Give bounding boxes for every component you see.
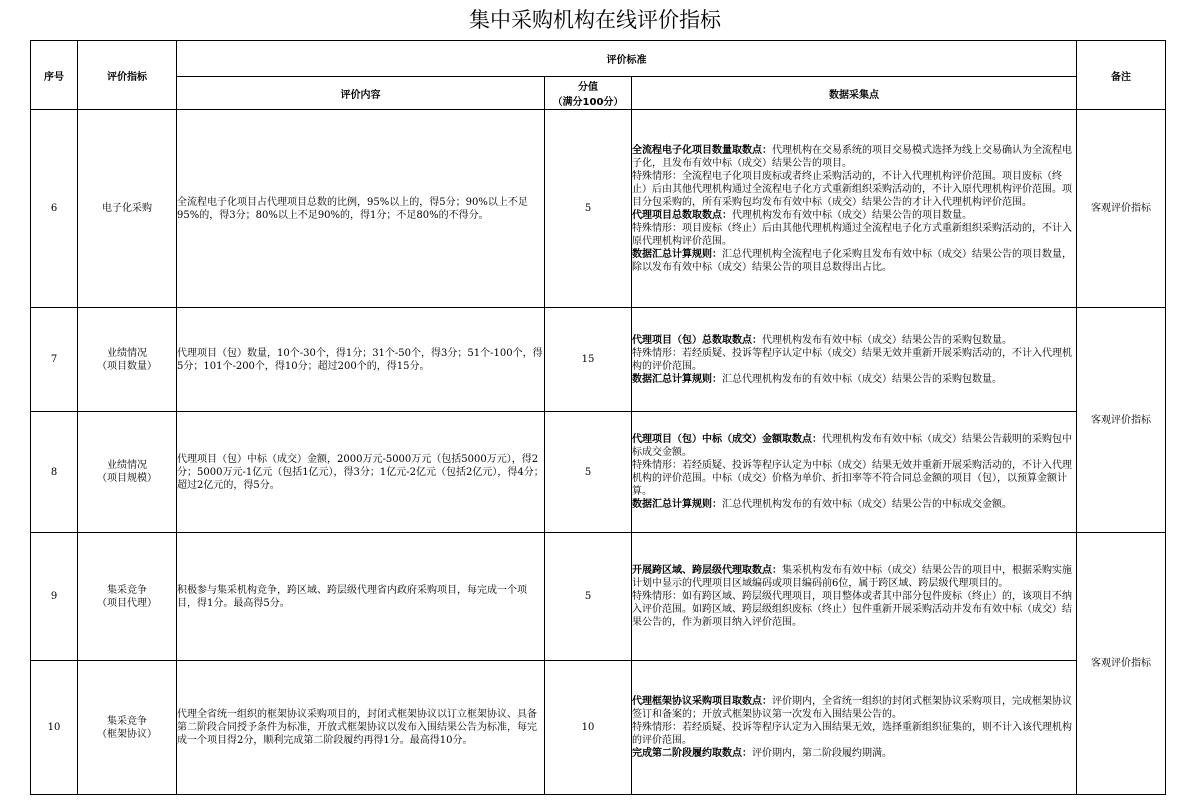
row-no: 8 bbox=[31, 412, 78, 533]
row-no: 10 bbox=[31, 661, 78, 795]
row-remark: 客观评价指标 bbox=[1077, 110, 1166, 308]
note bbox=[632, 459, 1076, 498]
row-remark: 客观评价指标 bbox=[1077, 308, 1166, 533]
note-text: 汇总代理机构发布的有效中标（成交）结果公告的采购包数量。 bbox=[722, 373, 1002, 385]
row-no: 6 bbox=[31, 110, 78, 308]
indicator-line: （框架协议） bbox=[97, 728, 157, 740]
row-notes bbox=[632, 533, 1077, 661]
header-content: 评价内容 bbox=[177, 77, 545, 110]
note-text: 评价期内，第二阶段履约期满。 bbox=[752, 748, 892, 759]
note bbox=[632, 433, 1076, 459]
note bbox=[632, 222, 1076, 248]
row-indicator bbox=[78, 661, 177, 795]
note-key: 数据汇总计算规则： bbox=[632, 248, 722, 260]
row-notes bbox=[632, 661, 1077, 795]
header-score-line2: （满分100分） bbox=[552, 97, 624, 108]
header-indicator: 评价指标 bbox=[78, 41, 177, 110]
indicator-line: 业绩情况 bbox=[107, 460, 147, 471]
indicator-line: 集采竞争 bbox=[107, 584, 147, 596]
header-remark: 备注 bbox=[1077, 41, 1166, 110]
note bbox=[632, 144, 1076, 170]
table-row bbox=[31, 110, 1166, 308]
note-text: 汇总代理机构发布的有效中标（成交）结果公告的中标成交金额。 bbox=[722, 499, 1012, 510]
row-content: 代理全省统一组织的框架协议采购项目的，封闭式框架协议以订立框架协议、具备第二阶段合同授予条件为标准，开放式框架协议以发布入围结果公告为标准，每完成一个项目得2分，顺利完成第二阶段履约再得1分。最高得10分。 bbox=[177, 661, 545, 795]
note bbox=[632, 334, 1076, 347]
note bbox=[632, 347, 1076, 373]
row-notes bbox=[632, 308, 1077, 412]
evaluation-table bbox=[30, 40, 1166, 795]
note-text: 特殊情形：如有跨区域、跨层级代理项目，项目整体或者其中部分包件废标（终止）的，该项目不纳入评价范围。如跨区域、跨层级组织废标（终止）包件重新开展采购活动并发布有效中标（成交）结果公告的，作为新项目纳入评价范围。 bbox=[632, 591, 1072, 628]
page-title: 集中采购机构在线评价指标 bbox=[469, 8, 721, 32]
header-score-line1: 分值 bbox=[578, 82, 598, 93]
note bbox=[632, 209, 1076, 222]
row-notes bbox=[632, 412, 1077, 533]
note bbox=[632, 170, 1076, 209]
row-indicator bbox=[78, 110, 177, 308]
header-collection: 数据采集点 bbox=[632, 77, 1077, 110]
note-text: 特殊情形：全流程电子化项目废标或者终止采购活动的，不计入代理机构评价范围。项目废标（终止）后由其他代理机构通过全流程电子化方式重新组织采购活动的，不计入原代理机构评价范围。项目分包采购的，所有采购包均发布有效中标（成交）结果公告的才计入代理机构评价范围。 bbox=[632, 170, 1072, 208]
note-text: 代理机构发布有效中标（成交）结果公告的项目数量。 bbox=[732, 209, 972, 221]
row-indicator bbox=[78, 308, 177, 412]
note-text: 汇总代理机构全流程电子化采购且发布有效中标（成交）结果公告的项目数量，除以发布有效中标（成交）结果公告的项目总数得出占比。 bbox=[632, 248, 1072, 273]
note-text: 代理机构发布有效中标（成交）结果公告的采购包数量。 bbox=[762, 334, 1012, 346]
note-key: 数据汇总计算规则： bbox=[632, 373, 722, 385]
note-key: 数据汇总计算规则： bbox=[632, 499, 722, 510]
note-key: 代理项目总数取数点： bbox=[632, 209, 732, 221]
note-key: 开展跨区域、跨层级代理取数点： bbox=[632, 565, 782, 576]
row-score: 5 bbox=[545, 412, 632, 533]
note bbox=[632, 747, 1076, 760]
table-row bbox=[31, 533, 1166, 661]
table-row bbox=[31, 412, 1166, 533]
indicator-line: 电子化采购 bbox=[102, 203, 152, 214]
note-text: 集采机构发布有效中标（成交）结果公告的项目中，根据采购实施计划中显示的代理项目区域编码或项目编码前6位，属于跨区域、跨层级代理项目的。 bbox=[632, 565, 1072, 589]
row-content: 积极参与集采机构竞争，跨区域、跨层级代理省内政府采购项目，每完成一个项目，得1分。最高得5分。 bbox=[177, 533, 545, 661]
table-row bbox=[31, 661, 1166, 795]
row-score: 10 bbox=[545, 661, 632, 795]
note bbox=[632, 721, 1076, 747]
indicator-line: （项目代理） bbox=[97, 597, 157, 609]
indicator-line: 集采竞争 bbox=[107, 715, 147, 727]
table-row bbox=[31, 308, 1166, 412]
note bbox=[632, 498, 1076, 511]
row-content: 代理项目（包）中标（成交）金额，2000万元-5000万元（包括5000万元），得2分；5000万元-1亿元（包括1亿元），得3分；1亿元-2亿元（包括2亿元），得4分；超过2亿元的，得5分。 bbox=[177, 412, 545, 533]
note-text: 特殊情形：若经质疑、投诉等程序认定为中标（成交）结果无效并重新开展采购活动的，不计入代理机构的评价范围。中标（成交）价格为单价、折扣率等不符合同总金额的项目（包），以预算金额计算。 bbox=[632, 460, 1072, 497]
note-key: 代理项目（包）中标（成交）金额取数点： bbox=[632, 434, 822, 445]
row-score: 5 bbox=[545, 110, 632, 308]
indicator-line: 业绩情况 bbox=[107, 347, 147, 359]
row-notes bbox=[632, 110, 1077, 308]
header-score bbox=[545, 77, 632, 110]
note-text: 评价期内，全省统一组织的封闭式框架协议采购项目，完成框架协议签订和备案的；开放式框架协议第一次发布入围结果公告的。 bbox=[632, 696, 1072, 720]
row-content: 代理项目（包）数量，10个-30个，得1分；31个-50个，得3分；51个-100个，得5分；101个-200个，得10分；超过200个的，得15分。 bbox=[177, 308, 545, 412]
row-indicator bbox=[78, 412, 177, 533]
note bbox=[632, 590, 1076, 629]
note-text: 代理机构在交易系统的项目交易模式选择为线上交易确认为全流程电子化，且发布有效中标（成交）结果公告的项目。 bbox=[632, 144, 1072, 169]
indicator-line: （项目数量） bbox=[97, 360, 157, 372]
row-score: 15 bbox=[545, 308, 632, 412]
row-score: 5 bbox=[545, 533, 632, 661]
note-text: 特殊情形：若经质疑、投诉等程序认定中标（成交）结果无效并重新开展采购活动的，不计入代理机构的评价范围。 bbox=[632, 347, 1072, 372]
note bbox=[632, 695, 1076, 721]
note-text: 代理机构发布有效中标（成交）结果公告载明的采购包中标成交金额。 bbox=[632, 434, 1072, 458]
row-indicator bbox=[78, 533, 177, 661]
note-text: 特殊情形：项目废标（终止）后由其他代理机构通过全流程电子化方式重新组织采购活动的，不计入原代理机构评价范围。 bbox=[632, 222, 1072, 247]
note-key: 全流程电子化项目数量取数点： bbox=[632, 144, 772, 156]
note-key: 代理项目（包）总数取数点： bbox=[632, 334, 762, 346]
note-text: 特殊情形：若经质疑、投诉等程序认定为入围结果无效，选择重新组织征集的，则不计入该代理机构的评价范围。 bbox=[632, 722, 1072, 746]
row-no: 7 bbox=[31, 308, 78, 412]
indicator-line: （项目规模） bbox=[97, 473, 157, 484]
note bbox=[632, 564, 1076, 590]
header-no: 序号 bbox=[31, 41, 78, 110]
note-key: 完成第二阶段履约取数点： bbox=[632, 748, 752, 759]
row-no: 9 bbox=[31, 533, 78, 661]
row-content: 全流程电子化项目占代理项目总数的比例，95%以上的，得5分；90%以上不足95%的，得3分；80%以上不足90%的，得1分；不足80%的不得分。 bbox=[177, 110, 545, 308]
note-key: 代理框架协议采购项目取数点： bbox=[632, 696, 772, 707]
row-remark: 客观评价指标 bbox=[1077, 533, 1166, 795]
note bbox=[632, 248, 1076, 274]
header-standard: 评价标准 bbox=[177, 41, 1077, 77]
note bbox=[632, 373, 1076, 386]
